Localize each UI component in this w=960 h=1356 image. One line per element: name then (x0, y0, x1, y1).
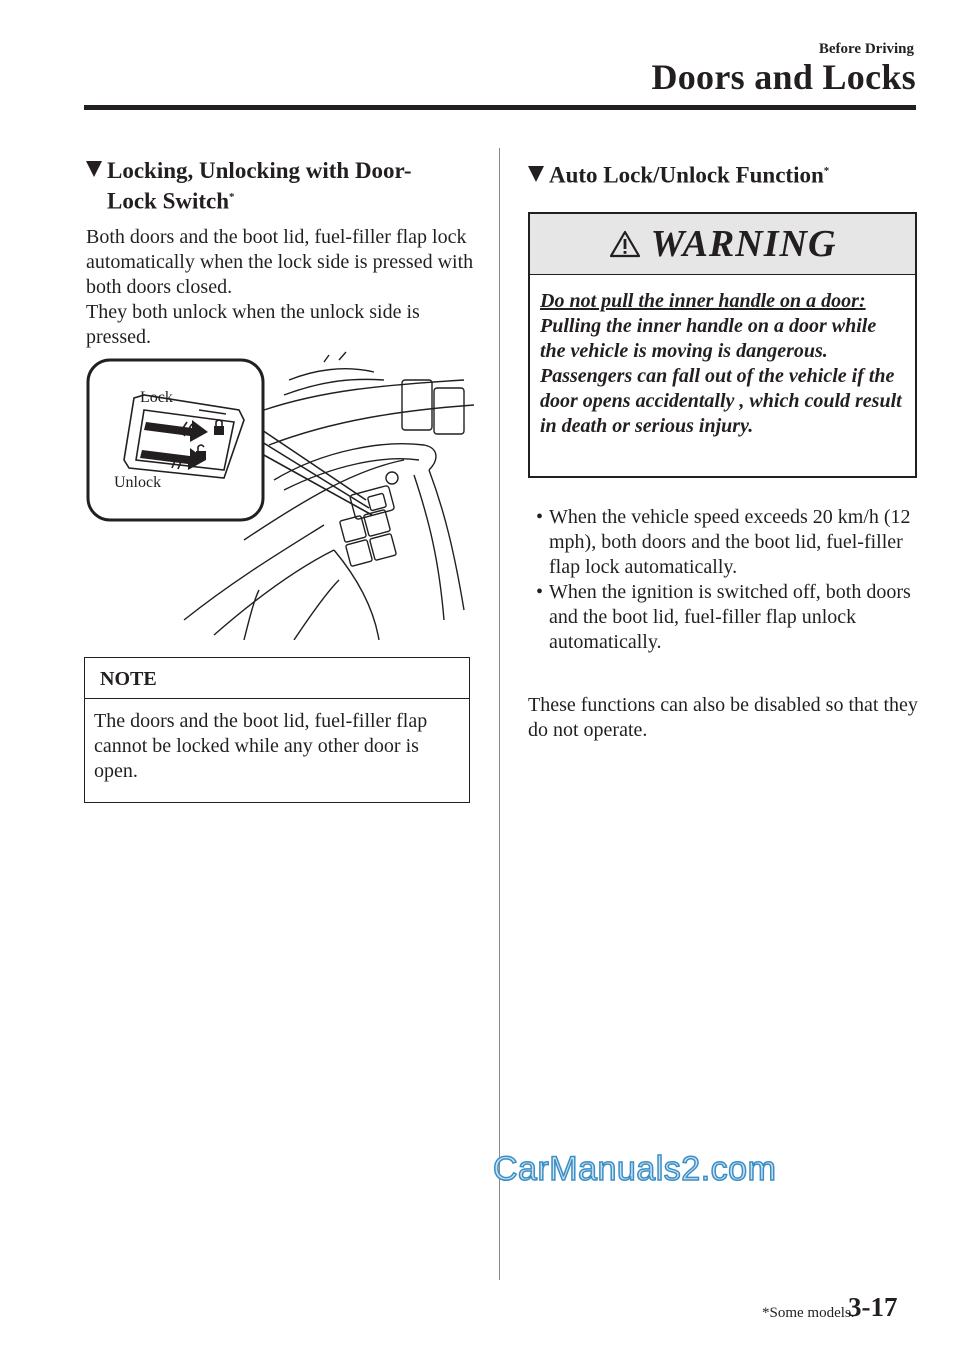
list-item (528, 505, 918, 580)
header-rule (84, 105, 916, 110)
door-lock-switch-figure (84, 350, 474, 640)
list-item (528, 580, 918, 655)
bullet-text: When the ignition is switched off, both doors and the boot lid, fuel-filler flap unlock automatically. (549, 581, 911, 653)
left-heading-line1: Locking, Unlocking with Door- (107, 158, 412, 183)
left-heading-line2: Lock Switch (107, 188, 230, 214)
asterisk-mark: * (229, 191, 235, 203)
warning-triangle-icon (609, 230, 641, 258)
left-heading (86, 158, 466, 215)
column-divider (499, 148, 500, 1280)
bullet-dot: • (536, 506, 544, 528)
bullet-text: When the vehicle speed exceeds 20 km/h (12 mph), both doors and the boot lid, fuel-filler flap lock automatically. (549, 506, 911, 578)
unlock-label: Unlock (114, 474, 162, 491)
page-title: Doors and Locks (651, 57, 916, 97)
warning-title: WARNING (650, 223, 837, 265)
section-label: Before Driving (818, 41, 914, 57)
note-heading: NOTE (85, 658, 469, 699)
lock-label: Lock (140, 389, 173, 406)
left-para-1: Both doors and the boot lid, fuel-filler flap lock automatically when the lock side is pressed with both doors closed. (86, 226, 474, 298)
note-box (84, 657, 470, 803)
left-para-2: They both unlock when the unlock side is pressed. (86, 301, 420, 348)
left-body (86, 225, 476, 350)
warning-text (530, 275, 915, 439)
right-heading (528, 158, 918, 189)
right-paragraph: These functions can also be disabled so that they do not operate. (528, 694, 918, 741)
right-heading-text: Auto Lock/Unlock Function (549, 162, 824, 188)
warning-box (528, 212, 917, 478)
asterisk-mark: * (823, 165, 830, 177)
warning-body: Pulling the inner handle on a door while the vehicle is moving is dangerous. Passengers can fall out of the vehicle if the door opens accidentally , which could result in death or serious injury. (540, 315, 902, 437)
page-number: 3-17 (848, 1292, 898, 1322)
bullet-dot: • (536, 581, 544, 603)
note-text: The doors and the boot lid, fuel-filler flap cannot be locked while any other door is open. (94, 710, 428, 782)
warning-lead: Do not pull the inner handle on a door: (540, 290, 866, 312)
warning-header (530, 214, 915, 275)
triangle-bullet-icon (86, 161, 102, 177)
watermark: CarManuals2.com (493, 1150, 777, 1188)
triangle-bullet-icon (528, 166, 544, 182)
door-panel-illustration (84, 350, 474, 640)
bullet-list (528, 505, 918, 655)
footnote: *Some models. (762, 1305, 855, 1321)
